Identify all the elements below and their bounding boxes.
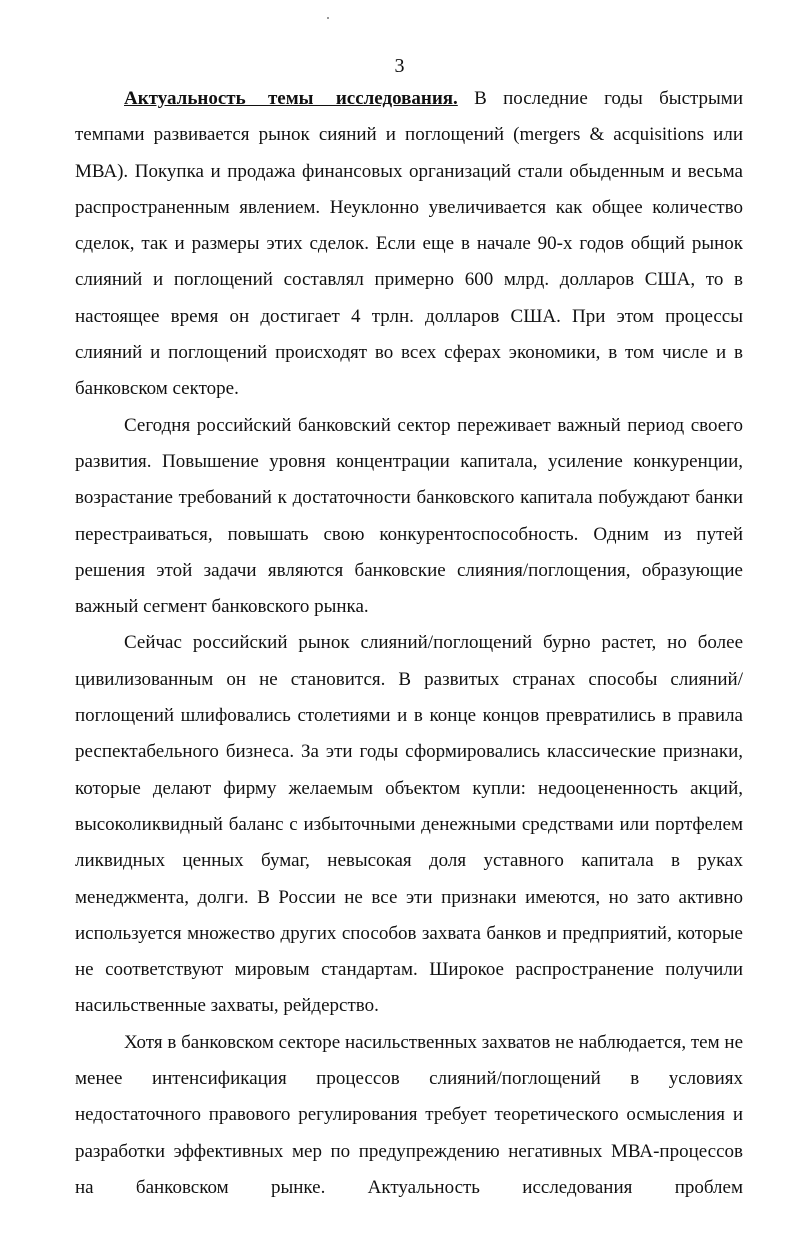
paragraph-regulation: Хотя в банковском секторе насильственных захватов не наблюдается, тем не менее интенсификация процессов слияний/поглощений в условиях недостаточного правового регулирования требует теоретического осмысления и разработки эффективных мер по предупреждению негативных МВА-процессов на банковском рынке. Актуальность исследования проблем bbox=[75, 1031, 743, 1198]
paragraph-banking-sector: Сегодня российский банковский сектор переживает важный период своего развития. Повышение уровня концентрации капитала, усиление конкуренции, возрастание требований к достаточности банковского капитала побуждают банки перестраиваться, повышать свою конкурентоспособность. Одним из путей решения этой задачи являются банковские слияния/поглощения, образующие важный сегмент банковского рынка. bbox=[75, 414, 743, 618]
paragraph-relevance bbox=[75, 81, 743, 408]
page-number: 3 bbox=[394, 55, 405, 77]
paragraph-text: В последние годы быстрыми темпами развивается рынок сияний и поглощений (mergers & acquisitions или МВА). Покупка и продажа финансовых организаций стали обыденным и весьма распространенным явлением. Неуклонно увеличивается как общее количество сделок, так и размеры этих сделок. Если еще в начале 90-х годов общий рынок слияний и поглощений составлял примерно 600 млрд. долларов США, то в настоящее время он достигает 4 трлн. долларов США. При этом процессы слияний и поглощений происходят во всех сферах экономики, в том числе и в банковском секторе. bbox=[75, 88, 743, 400]
paragraph-russian-market: Сейчас российский рынок слияний/поглощений бурно растет, но более цивилизованным он не становится. В развитых странах способы слияний/поглощений шлифовались столетиями и в конце концов превратились в правила респектабельного бизнеса. За эти годы сформировались классические признаки, которые делают фирму желаемым объектом купли: недооцененность акций, высоколиквидный баланс с избыточными денежными средствами или портфелем ликвидных ценных бумаг, невысокая доля уставного капитала в руках менеджмента, долги. В России не все эти признаки имеются, но зато активно используется множество других способов захвата банков и предприятий, которые не соответствуют мировым стандартам. Широкое распространение получили насильственные захваты, рейдерство. bbox=[75, 632, 743, 1017]
body-text bbox=[75, 81, 743, 1206]
scan-speck bbox=[327, 17, 329, 19]
section-heading: Актуальность темы исследования. bbox=[124, 88, 458, 109]
